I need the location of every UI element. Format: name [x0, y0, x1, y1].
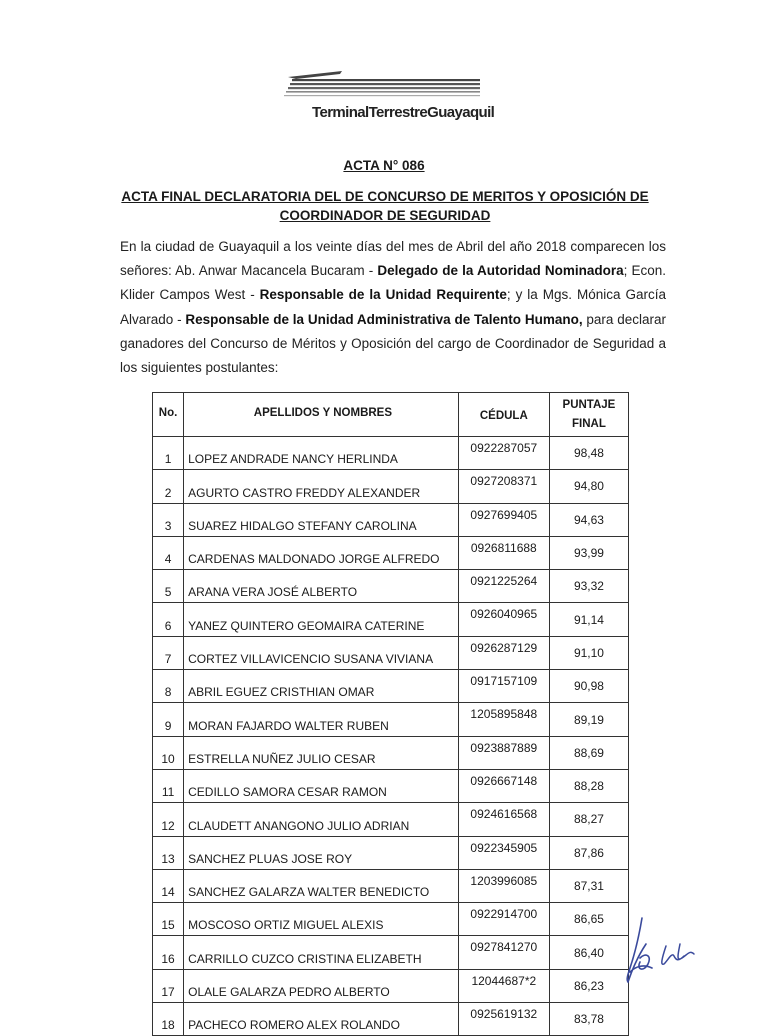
row-score: 91,10: [549, 636, 628, 669]
row-score: 98,48: [549, 437, 628, 470]
row-number: 16: [153, 936, 184, 969]
logo-text: TerminalTerrestreGuayaquil: [312, 104, 495, 121]
table-row: [153, 703, 629, 736]
row-cedula: 0921225264: [458, 570, 549, 603]
row-number: 2: [153, 470, 184, 503]
table-row: [153, 503, 629, 536]
acta-number: ACTA N° 086: [343, 158, 425, 173]
row-name: YANEZ QUINTERO GEOMAIRA CATERINE: [184, 603, 459, 636]
row-cedula: 0927208371: [458, 470, 549, 503]
row-score: 87,31: [549, 869, 628, 902]
row-cedula: 0922345905: [458, 836, 549, 869]
table-row: [153, 437, 629, 470]
row-score: 89,19: [549, 703, 628, 736]
row-number: 3: [153, 503, 184, 536]
row-cedula: 0923887889: [458, 736, 549, 769]
table-body: [153, 437, 629, 1036]
row-name: LOPEZ ANDRADE NANCY HERLINDA: [184, 437, 459, 470]
row-cedula: 12044687*2: [458, 969, 549, 1002]
row-name: SANCHEZ GALARZA WALTER BENEDICTO: [184, 869, 459, 902]
table-row: [153, 869, 629, 902]
row-name: CARRILLO CUZCO CRISTINA ELIZABETH: [184, 936, 459, 969]
table-row: [153, 670, 629, 703]
row-cedula: 0922914700: [458, 903, 549, 936]
row-name: SANCHEZ PLUAS JOSE ROY: [184, 836, 459, 869]
row-score: 86,23: [549, 969, 628, 1002]
row-name: MOSCOSO ORTIZ MIGUEL ALEXIS: [184, 903, 459, 936]
row-score: 94,63: [549, 503, 628, 536]
header-score: [549, 393, 628, 437]
row-score: 86,65: [549, 903, 628, 936]
row-cedula: 1205895848: [458, 703, 549, 736]
header-name: APELLIDOS Y NOMBRES: [184, 393, 459, 437]
row-score: 86,40: [549, 936, 628, 969]
row-cedula: 0926667148: [458, 769, 549, 802]
row-name: ESTRELLA NUÑEZ JULIO CESAR: [184, 736, 459, 769]
row-name: CORTEZ VILLAVICENCIO SUSANA VIVIANA: [184, 636, 459, 669]
row-score: 90,98: [549, 670, 628, 703]
row-score: 93,32: [549, 570, 628, 603]
row-name: OLALE GALARZA PEDRO ALBERTO: [184, 969, 459, 1002]
role-requirente: Responsable de la Unidad Requirente: [259, 287, 507, 303]
header-score-line2: FINAL: [572, 417, 606, 430]
row-number: 17: [153, 969, 184, 1002]
row-name: CARDENAS MALDONADO JORGE ALFREDO: [184, 536, 459, 569]
table-row: [153, 736, 629, 769]
intro-paragraph: [120, 235, 666, 380]
row-cedula: 0926040965: [458, 603, 549, 636]
row-number: 11: [153, 769, 184, 802]
title-line-2: COORDINADOR DE SEGURIDAD: [279, 208, 491, 223]
table-row: [153, 603, 629, 636]
table-row: [153, 570, 629, 603]
row-number: 18: [153, 1003, 184, 1036]
table-row: [153, 1003, 629, 1036]
row-cedula: 0925619132: [458, 1003, 549, 1036]
role-delegado: Delegado de la Autoridad Nominadora: [377, 263, 624, 279]
row-number: 6: [153, 603, 184, 636]
results-table: [152, 392, 629, 1036]
row-number: 1: [153, 437, 184, 470]
row-cedula: 0927699405: [458, 503, 549, 536]
row-name: MORAN FAJARDO WALTER RUBEN: [184, 703, 459, 736]
table-row: [153, 903, 629, 936]
row-score: 93,99: [549, 536, 628, 569]
header-score-line1: PUNTAJE: [562, 398, 616, 411]
header-no: No.: [153, 393, 184, 437]
row-number: 15: [153, 903, 184, 936]
table-row: [153, 803, 629, 836]
row-number: 9: [153, 703, 184, 736]
signature-icon: [618, 910, 708, 990]
row-cedula: 0924616568: [458, 803, 549, 836]
table-row: [153, 769, 629, 802]
row-name: SUAREZ HIDALGO STEFANY CAROLINA: [184, 503, 459, 536]
row-name: ABRIL EGUEZ CRISTHIAN OMAR: [184, 670, 459, 703]
row-cedula: 0927841270: [458, 936, 549, 969]
intro-text-2: ; Econ. Klider Campos West -: [120, 263, 667, 303]
row-cedula: 0917157109: [458, 670, 549, 703]
table-row: [153, 636, 629, 669]
intro-text-4: para declarar ganadores del Concurso de Méritos y Oposición del cargo de Coordinador de Seguridad a los siguientes postulantes:: [120, 311, 666, 376]
table-row: [153, 836, 629, 869]
row-name: AGURTO CASTRO FREDDY ALEXANDER: [184, 470, 459, 503]
row-name: CLAUDETT ANANGONO JULIO ADRIAN: [184, 803, 459, 836]
row-score: 88,69: [549, 736, 628, 769]
row-name: CEDILLO SAMORA CESAR RAMON: [184, 769, 459, 802]
row-score: 88,28: [549, 769, 628, 802]
row-score: 83,78: [549, 1003, 628, 1036]
row-cedula: 0926287129: [458, 636, 549, 669]
row-number: 4: [153, 536, 184, 569]
row-cedula: 0926811688: [458, 536, 549, 569]
row-score: 91,14: [549, 603, 628, 636]
row-number: 14: [153, 869, 184, 902]
row-number: 10: [153, 736, 184, 769]
row-name: ARANA VERA JOSÉ ALBERTO: [184, 570, 459, 603]
row-score: 88,27: [549, 803, 628, 836]
document-title: [110, 187, 660, 225]
row-number: 5: [153, 570, 184, 603]
row-number: 13: [153, 836, 184, 869]
row-number: 8: [153, 670, 184, 703]
table-row: [153, 470, 629, 503]
header-cedula: CÉDULA: [458, 393, 549, 437]
row-number: 12: [153, 803, 184, 836]
title-line-1: ACTA FINAL DECLARATORIA DEL DE CONCURSO DE MERITOS Y OPOSICIÓN DE: [121, 189, 649, 204]
row-name: PACHECO ROMERO ALEX ROLANDO: [184, 1003, 459, 1036]
table-header-row: [153, 393, 629, 437]
row-cedula: 1203996085: [458, 869, 549, 902]
row-score: 94,80: [549, 470, 628, 503]
row-number: 7: [153, 636, 184, 669]
role-talento-humano: Responsable de la Unidad Administrativa de Talento Humano,: [185, 311, 583, 327]
table-row: [153, 536, 629, 569]
row-score: 87,86: [549, 836, 628, 869]
table-row: [153, 969, 629, 1002]
intro-text-1: En la ciudad de Guayaquil a los veinte días del mes de Abril del año 2018 comparecen los señores: Ab. Anwar Macancela Bucaram -: [120, 239, 666, 279]
intro-text-3: ; y la Mgs. Mónica García Alvarado -: [120, 287, 666, 327]
table-row: [153, 936, 629, 969]
row-cedula: 0922287057: [458, 437, 549, 470]
logo-emblem-icon: [282, 68, 482, 104]
company-logo: [282, 68, 495, 128]
